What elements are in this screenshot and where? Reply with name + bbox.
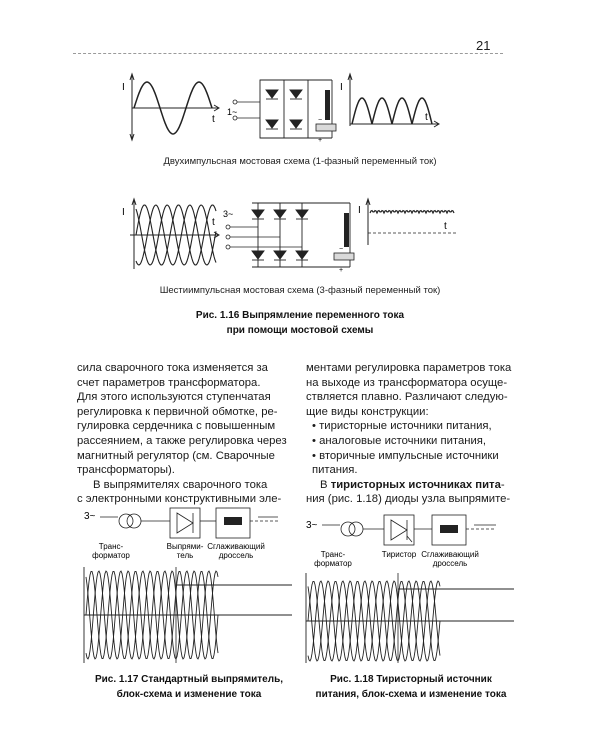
left-line-8: трансформаторы). xyxy=(77,464,175,477)
figure-1-18-diagram xyxy=(300,505,522,665)
input-sine-plot xyxy=(130,74,219,140)
left-line-4: регулировка к первичной обмотке, ре- xyxy=(77,405,278,418)
three-phase-source-symbol: 3~ xyxy=(223,209,234,219)
three-phase-output-current-label: I xyxy=(358,205,361,216)
para-bold: тиристорных источниках пита xyxy=(330,478,501,491)
three-phase-time-label: t xyxy=(212,217,215,228)
fig17-waveform xyxy=(84,567,292,663)
bullet-3-cont: питания. xyxy=(312,464,358,477)
fig18-label-transformer-1: Транс- xyxy=(320,550,346,559)
figure-1-17-caption xyxy=(78,672,300,702)
thyristor-para-line2: ния (рис. 1.18) диоды узла выпрямите- xyxy=(306,493,511,506)
single-phase-bridge-diagram xyxy=(120,68,450,144)
single-phase-source-symbol: 1~ xyxy=(227,107,238,117)
three-phase-polarity-minus: − xyxy=(339,246,344,253)
para-start: В xyxy=(320,478,328,491)
fig17-label-choke-2: дроссель xyxy=(218,551,254,560)
three-phase-input-plot xyxy=(130,199,219,269)
fig18-label-choke-2: дроссель xyxy=(432,559,468,568)
three-phase-current-label: I xyxy=(122,207,125,218)
figure-1-16-caption-line2: при помощи мостовой схемы xyxy=(226,325,374,336)
para-hyphen: - xyxy=(500,478,505,491)
figure-1-18-caption xyxy=(300,672,522,702)
three-phase-caption: Шестиимпульсная мостовая схема (3-фазный переменный ток) xyxy=(159,285,441,296)
input-current-label: I xyxy=(122,82,125,93)
fig18-waveform xyxy=(306,573,514,663)
fig17-label-rectifier-2: тель xyxy=(176,551,194,560)
three-phase-choke xyxy=(344,213,349,247)
left-line-2: счет параметров трансформатора. xyxy=(77,376,261,389)
left-line-10: с электронными конструктивными эле- xyxy=(77,493,282,506)
bullet-1: • тиристорные источники питания, xyxy=(312,420,492,433)
figure-1-17-caption-line1: Рис. 1.17 Стандартный выпрямитель, xyxy=(94,674,283,685)
left-line-7: магнитный регулятор (см. Сварочные xyxy=(77,449,275,462)
left-line-5: гулировка сердечника с повышенным xyxy=(77,420,276,433)
right-line-3: ствляется плавно. Различают следую- xyxy=(306,391,508,404)
figure-1-16-caption xyxy=(120,308,480,338)
three-phase-electrode xyxy=(334,253,354,260)
fig17-label-rectifier-1: Выпрями- xyxy=(166,542,204,551)
thyristor-para-line1 xyxy=(306,478,516,493)
figure-1-17-caption-line2: блок-схема и изменение тока xyxy=(116,689,262,700)
output-time-label: t xyxy=(425,112,428,123)
bullet-3: • вторичные импульсные источники xyxy=(312,449,499,462)
fig17-rectifier-block xyxy=(170,508,200,538)
figure-1-17-diagram xyxy=(78,505,300,665)
three-phase-output-time-label: t xyxy=(444,221,447,232)
right-line-4: щие виды конструкции: xyxy=(306,405,429,418)
input-time-label: t xyxy=(212,114,215,125)
right-line-2: на выходе из трансформатора осуще- xyxy=(306,376,508,389)
polarity-minus: − xyxy=(318,117,323,124)
three-phase-polarity-plus: + xyxy=(339,267,344,274)
right-column-text xyxy=(306,361,516,507)
polarity-plus: + xyxy=(318,137,323,144)
single-phase-caption: Двухимпульсная мостовая схема (1-фазный переменный ток) xyxy=(163,156,437,167)
fig17-label-transformer-1: Транс- xyxy=(98,542,124,551)
load-electrode xyxy=(316,124,336,131)
fig18-label-transformer-2: форматор xyxy=(314,559,352,568)
fig18-label-thyristor: Тиристор xyxy=(381,550,417,559)
fig18-label-choke-1: Сглаживающий xyxy=(421,550,479,559)
figure-1-18-caption-line2: питания, блок-схема и изменение тока xyxy=(315,689,507,700)
left-line-6: рассеянием, а также регулировка через xyxy=(77,434,287,447)
fig17-label-transformer-2: форматор xyxy=(92,551,130,560)
header-rule xyxy=(73,53,503,54)
left-line-9: В выпрямителях сварочного тока xyxy=(93,478,268,491)
fig18-source-symbol: 3~ xyxy=(306,520,318,531)
fig17-transformer-icon xyxy=(119,514,133,528)
six-pulse-output-plot xyxy=(366,199,456,245)
smoothing-choke xyxy=(325,90,330,120)
fig18-thyristor-block xyxy=(384,515,414,545)
bullet-2: • аналоговые источники питания, xyxy=(312,434,487,447)
figure-1-18-caption-line1: Рис. 1.18 Тиристорный источник xyxy=(330,674,492,685)
page-number: 21 xyxy=(476,38,491,53)
fig17-source-symbol: 3~ xyxy=(84,511,96,522)
left-line-3: Для этого используются ступенчатая xyxy=(77,391,271,404)
output-current-label: I xyxy=(340,82,343,93)
fig18-transformer-icon xyxy=(341,522,355,536)
fig17-label-choke-1: Сглаживающий xyxy=(207,542,265,551)
three-phase-bridge-diagram xyxy=(120,195,460,275)
right-line-1: ментами регулировка параметров тока xyxy=(306,362,512,374)
left-column-text xyxy=(77,361,287,507)
figure-1-16-caption-line1: Рис. 1.16 Выпрямление переменного тока xyxy=(195,310,405,321)
left-line-1: сила сварочного тока изменяется за xyxy=(77,362,268,374)
